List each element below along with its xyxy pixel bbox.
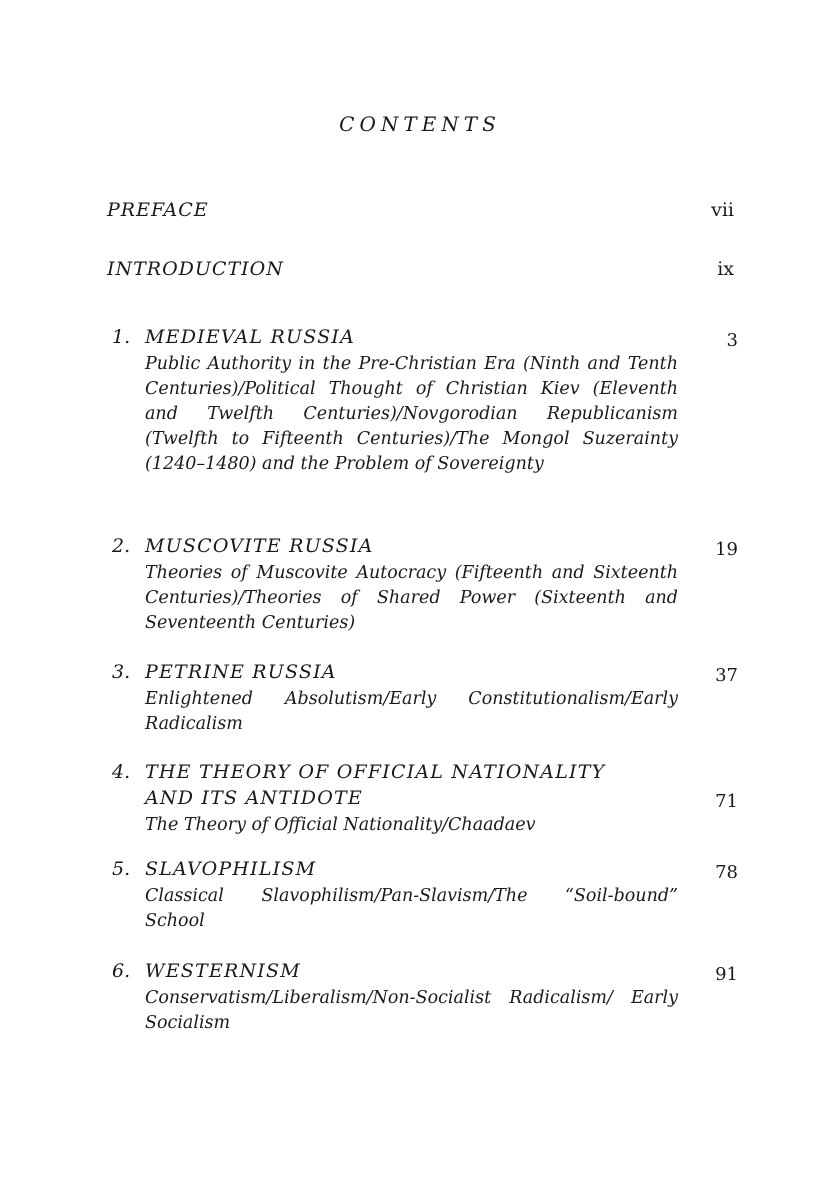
toc-chapter-3[interactable]	[112, 661, 738, 741]
toc-chapter-4[interactable]	[112, 761, 738, 846]
toc-entry-preface[interactable]	[107, 199, 734, 229]
chapter-description: Enlightened Absolutism/Early Constitutionalism/Early Radicalism	[145, 689, 678, 734]
chapter-number: 1.	[112, 326, 131, 348]
toc-entry-introduction[interactable]	[107, 258, 734, 288]
toc-chapter-1[interactable]	[112, 326, 738, 516]
toc-page-number: 37	[715, 665, 738, 686]
page-title: CONTENTS	[339, 112, 501, 136]
chapter-description: The Theory of Official Nationality/Chaadaev	[145, 815, 536, 835]
toc-page-number: 71	[715, 791, 738, 812]
toc-page-number: ix	[717, 258, 734, 280]
chapter-description: Classical Slavophilism/Pan-Slavism/The “Soil-bound” School	[145, 886, 678, 931]
toc-entry-label: INTRODUCTION	[107, 258, 284, 280]
chapter-title: MEDIEVAL RUSSIA	[145, 326, 355, 348]
toc-entry-label: PREFACE	[107, 199, 209, 221]
chapter-number: 3.	[112, 661, 131, 683]
chapter-title: MUSCOVITE RUSSIA	[145, 535, 374, 557]
chapter-title: PETRINE RUSSIA	[145, 661, 337, 683]
toc-chapter-5[interactable]	[112, 858, 738, 943]
toc-page-number: 19	[715, 539, 738, 560]
chapter-description: Conservatism/Liberalism/Non-Socialist Radicalism/ Early Socialism	[145, 988, 678, 1033]
chapter-number: 6.	[112, 960, 131, 982]
chapter-number: 2.	[112, 535, 131, 557]
chapter-title-line-2: AND ITS ANTIDOTE	[145, 787, 363, 809]
chapter-title-line-1: THE THEORY OF OFFICIAL NATIONALITY	[145, 761, 606, 783]
toc-page-number: vii	[711, 199, 734, 221]
toc-chapter-2[interactable]	[112, 535, 738, 645]
toc-page-number: 91	[715, 964, 738, 985]
toc-page-number: 3	[726, 330, 738, 351]
toc-page-number: 78	[715, 862, 738, 883]
chapter-title: WESTERNISM	[145, 960, 301, 982]
chapter-number: 5.	[112, 858, 131, 880]
chapter-description: Public Authority in the Pre-Christian Era (Ninth and Tenth Centuries)/Political Thought of Christian Kiev (Eleventh and Twelfth Centuries)/Novgorodian Republicanism (Twelfth to Fifteenth Centuries)/The Mongol Suzerainty (1240–1480) and the Problem of Sovereignty	[145, 354, 678, 474]
chapter-number: 4.	[112, 761, 131, 783]
chapter-title: SLAVOPHILISM	[145, 858, 317, 880]
chapter-description: Theories of Muscovite Autocracy (Fifteenth and Sixteenth Centuries)/Theories of Shared Power (Sixteenth and Seventeenth Centuries)	[145, 563, 678, 633]
toc-chapter-6[interactable]	[112, 960, 738, 1045]
